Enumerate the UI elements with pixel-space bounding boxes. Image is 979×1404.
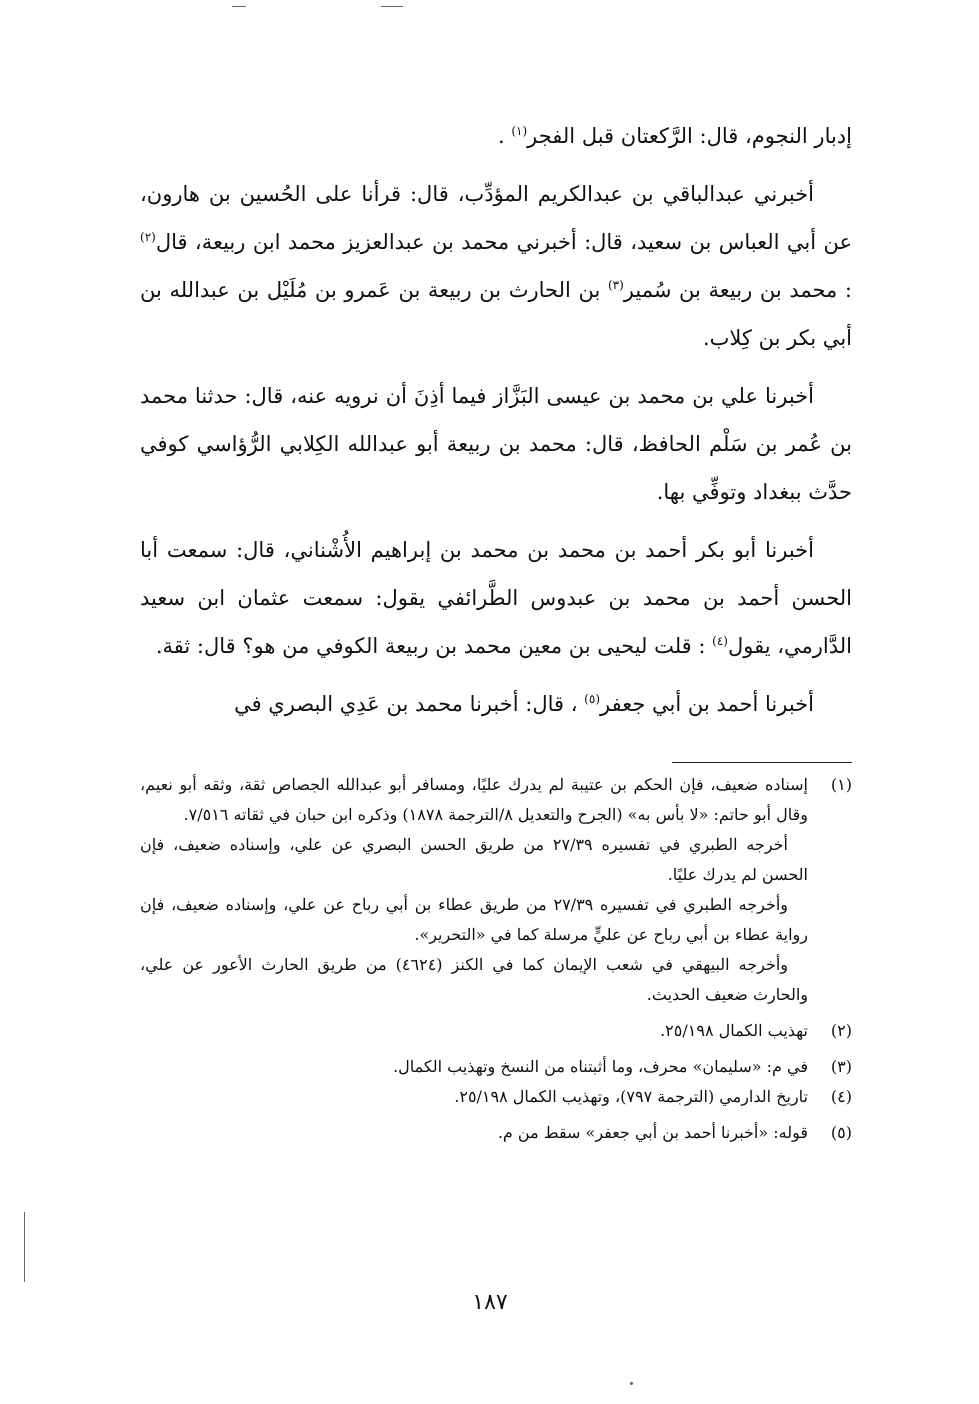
footnote-body [140, 1118, 808, 1148]
footnote-body [140, 1082, 808, 1112]
paragraph-text: : قلت ليحيى بن معين محمد بن ربيعة الكوفي من هو؟ قال: ثقة. [155, 634, 713, 658]
footnote-ref: (٥) [584, 692, 600, 706]
paragraph [140, 112, 852, 160]
footnote-text: وأخرجه البيهقي في شعب الإيمان كما في الكنز (٤٦٢٤) من طريق الحارث الأعور عن علي، والحارث ضعيف الحديث. [140, 955, 808, 1004]
footnote-ref: (٢) [140, 230, 156, 244]
footnote-text: في م: «سليمان» محرف، وما أثبتناه من النسخ وتهذيب الكمال. [393, 1057, 808, 1076]
footnote-separator [672, 762, 852, 763]
footnote-text: إسناده ضعيف، فإن الحكم بن عتيبة لم يدرك عليًا، ومسافر أبو عبدالله الجصاص ثقة، وثقه أبو نعيم، وقال أبو حاتم: «لا بأس به» (الجرح والتعديل ٨/الترجمة ١٨٧٨) وذكره ابن حبان في ثقاته ٧/٥١٦. [140, 775, 808, 824]
footnote [140, 770, 852, 1010]
paragraph [140, 372, 852, 516]
paragraph [140, 170, 852, 362]
paragraph [140, 680, 852, 728]
footnote [140, 1118, 852, 1148]
scan-artifact [232, 6, 246, 7]
paragraph-text: . [497, 124, 512, 148]
footnote [140, 1082, 852, 1112]
footnote-text: وأخرجه الطبري في تفسيره ٢٧/٣٩ من طريق عطاء بن أبي رباح عن علي، وإسناده ضعيف، فإن رواية عطاء بن أبي رباح عن عليٍّ مرسلة كما في «التحرير». [140, 895, 808, 944]
paragraph-text: ، قال: أخبرنا محمد بن عَدِي البصري في [234, 692, 585, 716]
footnote-body [140, 770, 808, 1010]
footnote-number: (٣) [830, 1057, 852, 1076]
paragraph-text: بن الحارث بن ربيعة بن عَمرو بن مُلَيْل بن عبدالله بن أبي بكر بن كِلاب. [140, 278, 852, 350]
footnote-ref: (٣) [607, 278, 624, 292]
footnote [140, 1052, 852, 1082]
paragraph-text: أخبرني عبدالباقي بن عبدالكريم المؤدِّب، قال: قرأنا على الحُسين بن هارون، عن أبي العباس بن سعيد، قال: أخبرني محمد بن عبدالعزيز محمد ابن ربيعة، قال [140, 182, 852, 254]
footnote-body [140, 1016, 808, 1046]
paragraph-text: أخبرنا علي بن محمد بن عيسى البَزَّاز فيما أذِنَ أن نرويه عنه، قال: حدثنا محمد بن عُمر بن سَلْم الحافظ، قال: محمد بن ربيعة أبو عبدالله الكِلابي الرُّؤاسي كوفي حدَّث ببغداد وتوفِّي بها. [140, 384, 852, 504]
footnote [140, 1016, 852, 1046]
scan-artifact [630, 1382, 633, 1385]
footnote-text: تاريخ الدارمي (الترجمة ٧٩٧)، وتهذيب الكمال ٢٥/١٩٨. [454, 1087, 808, 1106]
scan-artifact [381, 6, 403, 7]
footnote-text: قوله: «أخبرنا أحمد بن أبي جعفر» سقط من م. [497, 1123, 808, 1142]
page-number: ١٨٧ [472, 1290, 508, 1315]
footnote-ref: (١) [511, 124, 528, 138]
main-text [140, 112, 852, 728]
footnote-number: (٢) [830, 1021, 852, 1040]
scan-artifact [24, 1212, 25, 1282]
paragraph-text: أخبرنا أبو بكر أحمد بن محمد بن محمد بن إبراهيم الأُشْناني، قال: سمعت أبا الحسن أحمد بن محمد بن عبدوس الطَّرائفي يقول: سمعت عثمان ابن سعيد الدَّارمي، يقول [140, 538, 852, 658]
paragraph-text: : محمد بن ربيعة بن سُمير [623, 278, 853, 302]
paragraph-text: إدبار النجوم، قال: الرَّكعتان قبل الفجر [527, 124, 852, 148]
footnote-number: (١) [830, 775, 852, 794]
footnote-text: أخرجه الطبري في تفسيره ٢٧/٣٩ من طريق الحسن البصري عن علي، وإسناده ضعيف، فإن الحسن لم يدرك عليًا. [140, 835, 808, 884]
paragraph-text: أخبرنا أحمد بن أبي جعفر [600, 692, 814, 716]
footnotes [140, 770, 852, 1148]
footnote-text: تهذيب الكمال ٢٥/١٩٨. [660, 1021, 808, 1040]
footnote-number: (٥) [830, 1123, 852, 1142]
footnote-body [140, 1052, 808, 1082]
footnote-ref: (٤) [712, 634, 728, 648]
paragraph [140, 526, 852, 670]
footnote-number: (٤) [830, 1087, 852, 1106]
